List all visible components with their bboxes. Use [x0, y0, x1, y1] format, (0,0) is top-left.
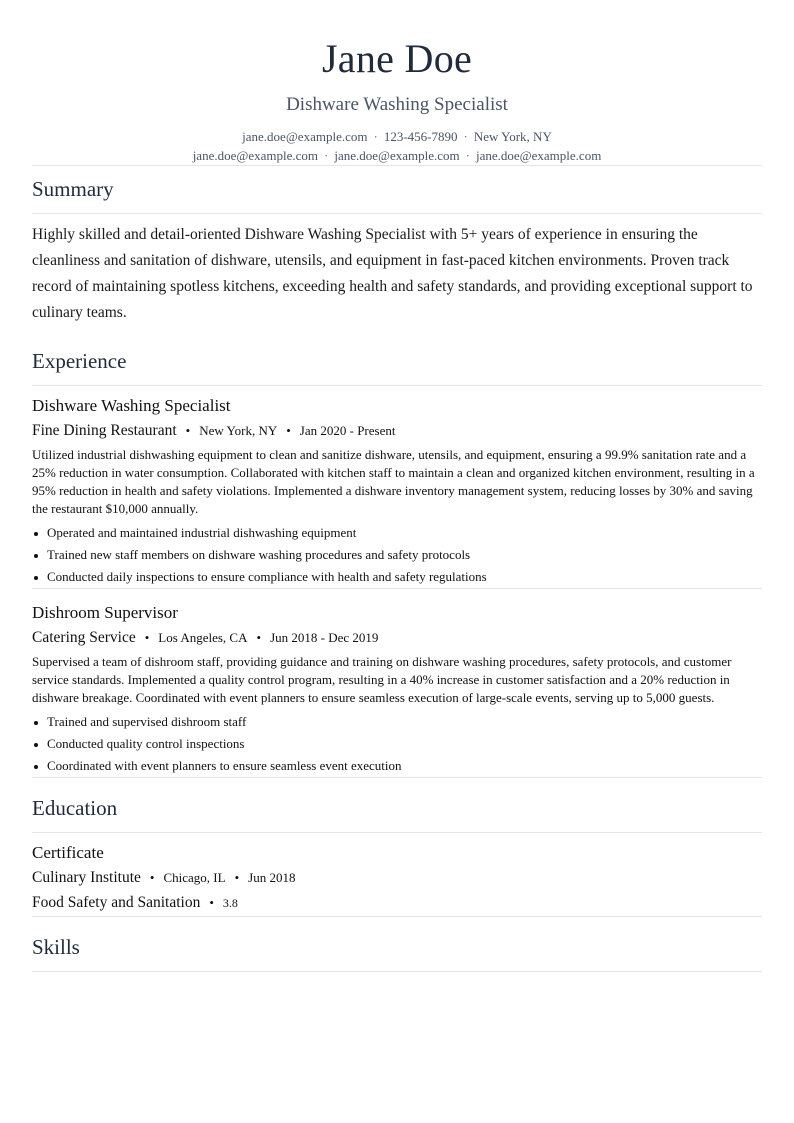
meta-bullet: • — [256, 630, 262, 645]
contact-separator: · — [465, 148, 470, 163]
job-highlight: Operated and maintained industrial dishwashing equipment — [32, 522, 762, 544]
job-company: Catering Service — [32, 629, 136, 646]
skills-divider — [32, 971, 762, 972]
job-location: New York, NY — [199, 423, 278, 438]
education-field-line — [32, 890, 762, 916]
skills-heading: Skills — [32, 935, 80, 959]
resume-header — [32, 0, 762, 165]
job-meta — [32, 420, 762, 442]
education-location: Chicago, IL — [163, 870, 226, 885]
meta-bullet: • — [286, 423, 291, 438]
contact-location: New York, NY — [473, 129, 552, 144]
job-company: Fine Dining Restaurant — [32, 422, 177, 439]
job-description: Supervised a team of dishroom staff, providing guidance and training on dishware washing procedures, safety protocols, and customer service standards. Implemented a quality control program, resulting in a 40% increase in customer satisfaction and a 20% reduction in dishware breakage. Coordinated with event planners to ensure seamless execution of large-scale events, serving up to 5,000 guests. — [32, 654, 732, 705]
contact-separator: · — [373, 129, 378, 144]
contact-separator: · — [324, 148, 329, 163]
contact-email[interactable]: jane.doe@example.com — [242, 129, 368, 144]
job-highlight: Conducted daily inspections to ensure compliance with health and safety regulations — [32, 566, 762, 588]
education-field: Food Safety and Sanitation — [32, 894, 201, 911]
education-degree: Certificate — [32, 843, 104, 862]
experience-heading: Experience — [32, 349, 127, 373]
education-gpa: 3.8 — [222, 896, 238, 910]
job-entry — [32, 589, 762, 777]
contact-line-2 — [32, 146, 762, 165]
job-highlight: Conducted quality control inspections — [32, 733, 762, 755]
job-entry — [32, 386, 762, 588]
meta-bullet: • — [234, 870, 240, 885]
experience-section — [32, 338, 762, 778]
education-date: Jun 2018 — [248, 870, 296, 885]
job-highlight: Coordinated with event planners to ensure seamless event execution — [32, 755, 762, 777]
job-title: Dishware Washing Specialist — [32, 396, 231, 415]
job-location: Los Angeles, CA — [158, 630, 248, 645]
job-description: Utilized industrial dishwashing equipment to clean and sanitize dishware, utensils, and equipment, ensuring a 99.9% sanitation rate and a 25% reduction in water consumption. Collaborated with kitchen staff to maintain a clean and organized kitchen environment, resulting in a 95% reduction in health and safety violations. Implemented a dishware inventory management system, reducing losses by 30% and saving the restaurant $10,000 annually. — [32, 447, 755, 516]
contact-phone[interactable]: 123-456-7890 — [383, 129, 458, 144]
skills-section — [32, 924, 762, 972]
education-end-divider — [32, 916, 762, 917]
job-highlights — [32, 522, 762, 588]
meta-bullet: • — [149, 870, 155, 885]
education-heading: Education — [32, 796, 118, 820]
contact-link[interactable]: jane.doe@example.com — [476, 148, 602, 163]
summary-divider — [32, 213, 762, 214]
job-title: Dishroom Supervisor — [32, 603, 178, 622]
education-section — [32, 785, 762, 917]
meta-bullet: • — [185, 423, 191, 438]
contact-separator: · — [463, 129, 468, 144]
summary-section — [32, 166, 762, 326]
job-meta — [32, 627, 762, 649]
summary-text: Highly skilled and detail-oriented Dishware Washing Specialist with 5+ years of experience in ensuring the cleanliness and sanitation of dishware, utensils, and equipment in fast-paced kitchen environments. Proven track record of maintaining spotless kitchens, exceeding health and safety standards, and providing exceptional support to culinary teams. — [32, 226, 753, 321]
job-divider — [32, 777, 762, 778]
meta-bullet: • — [209, 895, 214, 910]
contact-link[interactable]: jane.doe@example.com — [334, 148, 460, 163]
job-dates: Jun 2018 - Dec 2019 — [270, 630, 379, 645]
job-dates: Jan 2020 - Present — [299, 423, 396, 438]
summary-heading: Summary — [32, 177, 114, 201]
contact-link[interactable]: jane.doe@example.com — [192, 148, 318, 163]
education-school: Culinary Institute — [32, 869, 141, 886]
contact-line-1 — [32, 127, 762, 146]
education-meta — [32, 865, 762, 890]
meta-bullet: • — [144, 630, 150, 645]
job-highlight: Trained and supervised dishroom staff — [32, 711, 762, 733]
education-divider — [32, 832, 762, 833]
job-highlights — [32, 711, 762, 777]
job-highlight: Trained new staff members on dishware washing procedures and safety protocols — [32, 544, 762, 566]
candidate-name: Jane Doe — [321, 36, 473, 81]
candidate-title: Dishware Washing Specialist — [286, 94, 508, 115]
